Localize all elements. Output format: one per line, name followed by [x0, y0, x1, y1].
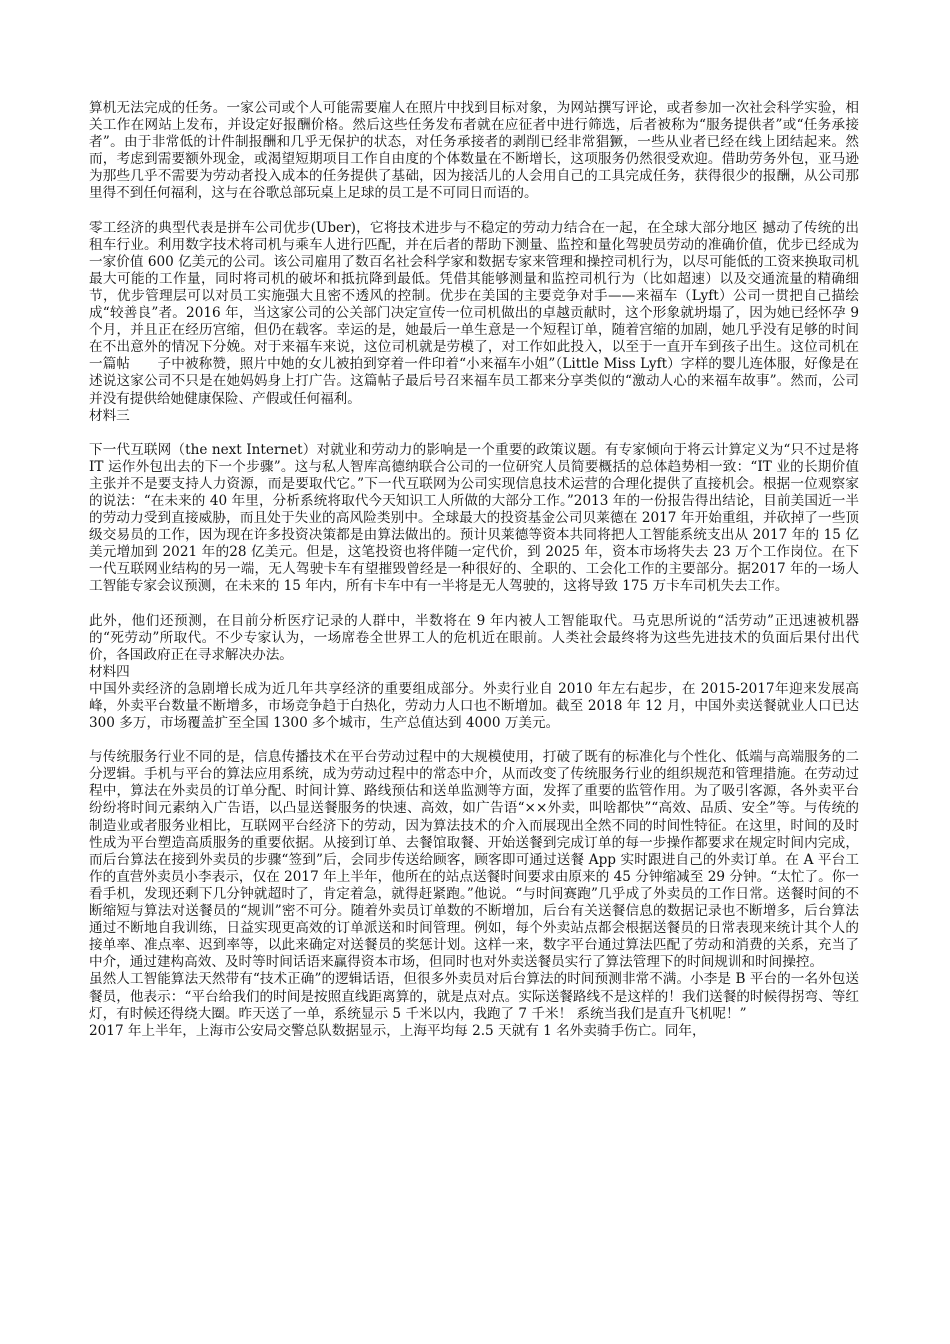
paragraph-uber-lyft: 零工经济的典型代表是拼车公司优步(Uber)，它将技术进步与不稳定的劳动力结合在一起，在全球大部分地区 撼动了传统的出租车行业。利用数字技术将司机与乘车人进行匹配，并在后者的帮助下测量、监控和量化驾驶员劳动的准确价值，优步已经成为一家价值 600 亿美元的公司。该公司雇用了数百名社会科学家和数据专家来管理和操控司机行为，以尽可能低的工资来换取司机最大可能的工作量，同时将司机的破坏和抵抗降到最低。凭借其能够测量和监控司机行为（比如超速）以及交通流量的精确细节，优步管理层可以对员工实施强大且密不透风的控制。优步在美国的主要竞争对手——来福车（Lyft）公司一贯把自己描绘成“较善良”者。2016 年，当这家公司的公关部门决定宣传一位司机做出的卓越贡献时，这个形象就坍塌了，因为她已经怀孕 9 个月，并且正在经历宫缩，但仍在载客。幸运的是，她最后一单生意是一个短程订单，随着宫缩的加剧，她几乎没有足够的时间在不出意外的情况下分娩。对于来福车来说，这位司机就是劳模了，对工作如此投入，以至于一直开车到孩子出生。这位司机在一篇帖 子中被称赞，照片中她的女儿被拍到穿着一件印着“小来福车小姐”（Little Miss Lyft）字样的婴儿连体服，好像是在述说这家公司不只是在她妈妈身上打广告。这篇帖子最后号召来福车员工都来分享类似的“激动人心的来福车故事”。然而，公司并没有提供给她健康保险、产假或任何福利。	[89, 219, 859, 407]
document-page	[89, 100, 859, 1040]
paragraph-rider-complaint: 虽然人工智能算法天然带有“技术正确”的逻辑话语，但很多外卖员对后台算法的时间预测非常不满。小李是 B 平台的一名外包送餐员，他表示：“平台给我们的时间是按照直线距离算的，就是点对点。实际送餐路线不是这样的！我们送餐的时候得拐弯、等红灯，有时候还得绕大圈。昨天送了一单，系统显示 5 千米以内，我跑了 7 千米！ 系统当我们是直升飞机呢！”	[89, 971, 859, 1022]
paragraph-shanghai-accidents: 2017 年上半年，上海市公安局交警总队数据显示，上海平均每 2.5 天就有 1 名外卖骑手伤亡。同年，	[89, 1022, 706, 1039]
paragraph-medical-records: 此外，他们还预测，在目前分析医疗记录的人群中，半数将在 9 年内被人工智能取代。马克思所说的“活劳动”正迅速被机器的“死劳动”所取代。不少专家认为，一场席卷全世界工人的危机近在眼前。人类社会最终将为这些先进技术的负面后果付出代价，各国政府正在寻求解决办法。	[89, 612, 859, 663]
section-heading-material-4: 材料四	[89, 663, 130, 680]
paragraph-takeout-growth: 中国外卖经济的急剧增长成为近几年共享经济的重要组成部分。外卖行业自 2010 年左右起步，在 2015-2017年迎来发展高峰，外卖平台数量不断增多，市场竞争趋于白热化，劳动力人口也不断增加。截至 2018 年 12 月，中国外卖送餐就业人口已达 300 多万，市场覆盖扩至全国 1300 多个城市，生产总值达到 4000 万美元。	[89, 680, 859, 732]
section-heading-material-3: 材料三	[89, 407, 130, 424]
paragraph-algorithm-time: 与传统服务行业不同的是，信息传播技术在平台劳动过程中的大规模使用，打破了既有的标准化与个性化、低端与高端服务的二分逻辑。手机与平台的算法应用系统，成为劳动过程中的常态中介，从而改变了传统服务行业的组织规范和管理措施。在劳动过程中，算法在外卖员的订单分配、时间计算、路线预估和送单监测等方面，发挥了重要的监管作用。为了吸引客源，各外卖平台纷纷将时间元素纳入广告语，以凸显送餐服务的快速、高效，如广告语“××外卖，叫啥都快”“高效、品质、安全”等。与传统的制造业或者服务业相比，互联网平台经济下的劳动，因为算法技术的介入而展现出全然不同的时间性特征。在这里，时间的及时性成为平台塑造高质服务的重要依据。从接到订单、去餐馆取餐、开始送餐到完成订单的每一步操作都要求在规定时间内完成，而后台算法在接到外卖员的步骤“签到”后，会同步传送给顾客，顾客即可通过送餐 App 实时跟进自己的外卖订单。在 A 平台工作的直营外卖员小李表示，仅在 2017 年上半年，他所在的站点送餐时间要求由原来的 45 分钟缩减至 29 分钟。“太忙了。你一看手机，发现还剩下几分钟就超时了，肯定着急，就得赶紧跑。”他说。“与时间赛跑”几乎成了外卖员的工作日常。送餐时间的不断缩短与算法对送餐员的“规训”密不可分。随着外卖员订单数的不断增加，后台有关送餐信息的数据记录也不断增多，后台算法通过不断地自我训练，日益实现更高效的订单派送和时间管理。例如，每个外卖站点都会根据送餐员的日常表现来统计其个人的接单率、准点率、迟到率等，以此来确定对送餐员的奖惩计划。这样一来，数字平台通过算法匹配了劳动和消费的关系，充当了中介，通过建构高效、及时等时间话语来赢得资本市场，但同时也对外卖送餐员实行了算法管理下的时间规训和时间操控。	[89, 749, 859, 971]
paragraph-next-internet: 下一代互联网（the next Internet）对就业和劳动力的影响是一个重要的政策议题。有专家倾向于将云计算定义为“只不过是将 IT 运作外包出去的下一个步骤”。这与私人智库高德纳联合公司的一位研究人员简要概括的总体趋势相一致：“IT 业的长期价值主张并不是要支持人力资源，而是要取代它。”下一代互联网为公司实现信息技术运营的合理化提供了直接机会。根据一位观察家的说法：“在未来的 40 年里，分析系统将取代今天知识工人所做的大部分工作。”2013 年的一份报告得出结论，目前美国近一半的劳动力受到直接威胁，而且处于失业的高风险类别中。全球最大的投资基金公司贝莱德在 2017 年开始重组，并砍掉了一些顶级交易员的工作，因为现在许多投资决策都是由算法做出的。预计贝莱德等资本共同将把人工智能系统支出从 2017 年的 15 亿美元增加到 2021 年的28 亿美元。但是，这笔投资也将伴随一定代价，到 2025 年，资本市场将失去 23 万个工作岗位。在下一代互联网业结构的另一端，无人驾驶卡车有望摧毁曾经是一种很好的、全职的、工会化工作的主要部分。据2017 年的一场人工智能专家会议预测，在未来的 15 年内，所有卡车中有一半将是无人驾驶的，这将导致 175 万卡车司机失去工作。	[89, 441, 859, 595]
paragraph-crowdsourcing: 算机无法完成的任务。一家公司或个人可能需要雇人在照片中找到目标对象，为网站撰写评论，或者参加一次社会科学实验，相关工作在网站上发布，并设定好报酬价格。然后这些任务发布者就在应征者中进行筛选，后者被称为“服务提供者”或“任务承接者”。由于非常低的计件制报酬和几乎无保护的状态，对任务承接者的剥削已经非常猖獗，一些从业者已经在线上团结起来。然而，考虑到需要额外现金，或渴望短期项目工作自由度的个体数量在不断增长，这项服务仍然很受欢迎。借助劳务外包，亚马逊为那些几乎不需要为劳动者投入成本的任务提供了基础，因为接活儿的人会用自己的工具完成任务，获得很少的报酬，从公司那里得不到任何福利，这与在谷歌总部玩桌上足球的员工是不可同日而语的。	[89, 100, 859, 202]
